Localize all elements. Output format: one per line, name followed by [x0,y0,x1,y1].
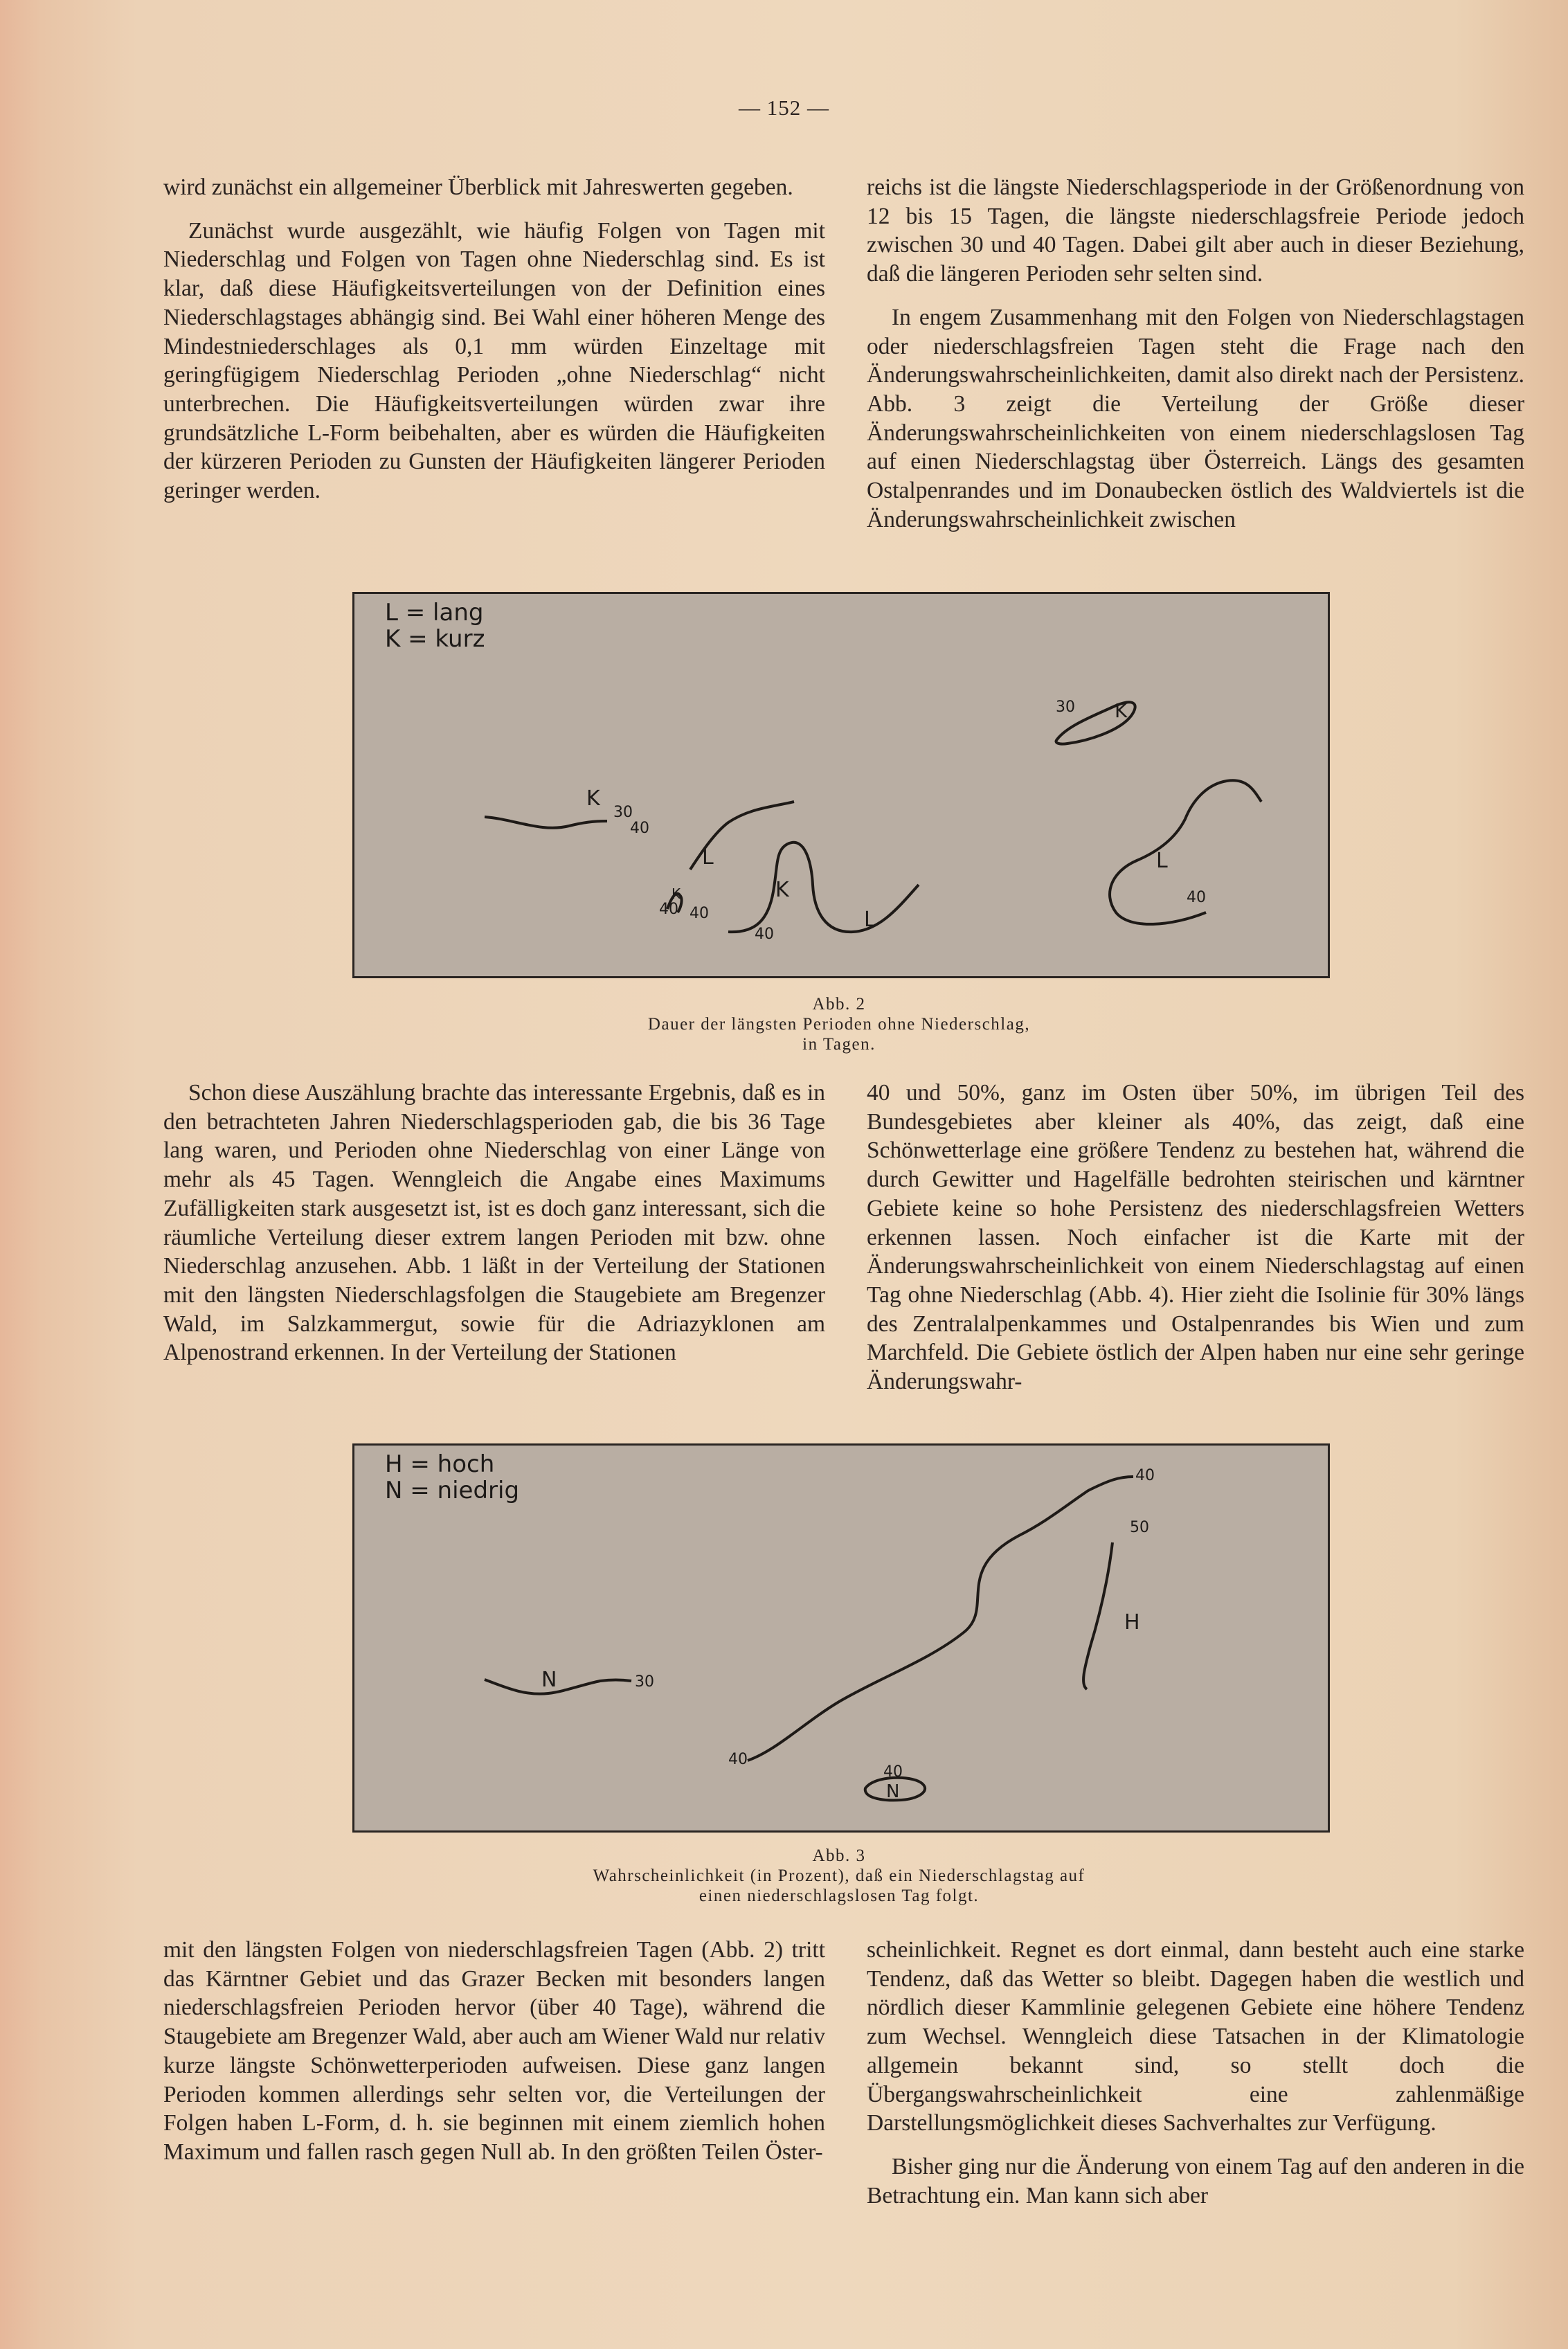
label-k-west: K [586,786,600,811]
label-l-south: L [864,908,876,932]
paragraph: Zunächst wurde ausgezählt, wie häufig Folgen von Tagen mit Niederschlag und Folgen von Tagen ohne Niederschlag sind. Es ist klar, daß diese Häufigkeitsverteilungen von der Definition eines Niederschlagstages abhängig sind. Bei Wahl einer höheren Menge des Mindestniederschlages als 0,1 mm würden Einzeltage mit geringfügigem Niederschlag Perioden „ohne Niederschlag“ nicht unterbrechen. Die Häufigkeitsverteilungen würden zwar ihre grundsätzliche L-Form beibehalten, aber es würden die Häufigkeiten der kürzeren Perioden zu Gunsten der Häufigkeiten längerer Perioden geringer werden. [163,217,825,504]
label-small-k: K [672,885,681,902]
page-number: — 152 — [739,96,829,120]
paragraph: scheinlichkeit. Regnet es dort einmal, dann besteht auch eine starke Tendenz, daß das Wetter so bleibt. Dagegen haben die westlich und nördlich dieser Kammlinie gelegenen Gebiete eine höhere Tendenz zum Wechsel. Wenngleich diese Tatsachen in der Klimatologie allgemein bekannt sind, so stellt doch die Übergangswahrscheinlichkeit eine zahlenmäßige Darstellungsmöglichkeit dieses Sachverhaltes zur Verfügung. [867,1937,1524,2136]
legend-entry: K = kurz [385,625,485,653]
label-k-ne: K [1115,699,1128,722]
label-30: 30 [635,1673,654,1691]
legend-entry: N = niedrig [385,1477,520,1504]
text-column-left-bottom [163,1936,825,2167]
text-column-right-bottom [867,1936,1524,2210]
figure-2-caption [352,994,1326,1054]
paragraph: Schon diese Auszählung brachte das interessante Ergebnis, daß es in den betrachteten Jahren Niederschlagsperioden gab, die bis 36 Tage lang waren, und Perioden ohne Niederschlag von einer Länge von mehr als 45 Tagen. Wenngleich die Angabe eines Maximums Zufälligkeiten stark ausgesetzt ist, ist es doch ganz interessant, sich die räumliche Verteilung dieser extrem langen Perioden mit bzw. ohne Niederschlag anzusehen. Abb. 1 läßt in der Verteilung der Stationen mit den längsten Niederschlagsfolgen die Staugebiete am Bregenzer Wald, im Salzkammergut, sowie für die Adriazyklonen am Alpenostrand erkennen. In der Verteilung der Stationen [163,1080,825,1366]
label-30: 30 [613,804,633,821]
label-40: 40 [883,1763,903,1781]
label-h-east: H [1124,1610,1140,1635]
figure-3-caption [352,1846,1326,1906]
legend-entry: H = hoch [385,1450,495,1478]
text-column-right-middle [867,1079,1524,1396]
label-n-oval: N [886,1781,900,1802]
paragraph: wird zunächst ein allgemeiner Überblick mit Jahreswerten gegeben. [163,174,793,200]
paragraph: reichs ist die längste Niederschlagsperiode in der Größenordnung von 12 bis 15 Tagen, die längste niederschlagsfreie Periode jedoch zwischen 30 und 40 Tagen. Dabei gilt aber auch in dieser Beziehung, daß die längeren Perioden sehr selten sind. [867,174,1524,287]
caption-line: Dauer der längsten Perioden ohne Niederschlag, [647,1015,1031,1034]
label-l-center: L [702,845,714,870]
label-40: 40 [755,926,774,943]
label-40: 40 [630,820,649,837]
figure-number: Abb. 2 [812,995,866,1014]
paragraph: 40 und 50%, ganz im Osten über 50%, im übrigen Teil des Bundesgebietes aber kleiner als 40%, das zeigt, daß eine Schönwetterlage eine größere Tendenz zu bestehen hat, während die durch Gewitter und Hagelfälle bedrohten steirischen und kärntner Gebiete keine so hohe Persistenz des niederschlagsfreien Wetters erkennen lassen. Noch einfacher ist die Karte mit der Änderungswahrscheinlichkeit von einem Niederschlagstag auf einen Tag ohne Niederschlag (Abb. 4). Hier zieht die Isolinie für 30% längs des Zentralalpenkammes und Ostalpenrandes bis Wien und zum Marchfeld. Die Gebiete östlich der Alpen haben nur eine sehr geringe Änderungswahr- [867,1080,1524,1395]
paragraph: mit den längsten Folgen von niederschlagsfreien Tagen (Abb. 2) tritt das Kärntner Gebiet und das Grazer Becken mit besonders langen niederschlagsfreien Perioden hervor (über 40 Tage), während die Staugebiete am Bregenzer Wald, aber auch am Wiener Wald nur relativ kurze längste Schönwetterperioden aufweisen. Diese ganz langen Perioden kommen allerdings sehr selten vor, die Verteilungen der Folgen haben L-Form, d. h. sie beginnen mit einem ziemlich hohen Maximum und fallen rasch gegen Null ab. In den größten Teilen Öster- [163,1937,825,2165]
label-l-east: L [1156,849,1168,873]
caption-line: in Tagen. [802,1035,876,1054]
text-column-left-middle [163,1079,825,1367]
text-column-right-top [867,173,1524,534]
figure-number: Abb. 3 [812,1846,866,1865]
label-50: 50 [1130,1519,1149,1536]
paragraph: In engem Zusammenhang mit den Folgen von Niederschlagstagen oder niederschlagsfreien Tagen steht die Frage nach den Änderungswahrscheinlichkeiten, damit also direkt nach der Persistenz. Abb. 3 zeigt die Verteilung der Größe dieser Änderungswahrscheinlichkeiten von einem niederschlagslosen Tag auf einen Niederschlagstag über Österreich. Längs des gesamten Ostalpenrandes und im Donaubecken östlich des Waldviertels ist die Änderungswahrscheinlichkeit zwischen [867,304,1524,532]
label-40: 40 [1187,889,1206,906]
figure-3-legend [385,1451,519,1504]
text-column-left-top [163,173,825,505]
figure-3-map [352,1443,1330,1833]
label-40: 40 [659,901,678,918]
paragraph: Bisher ging nur die Änderung von einem Tag auf den anderen in die Betrachtung ein. Man kann sich aber [867,2153,1524,2208]
label-40: 40 [728,1751,748,1768]
label-40: 40 [1135,1467,1155,1484]
label-n-west: N [541,1668,557,1692]
legend-entry: L = lang [385,599,484,627]
caption-line: Wahrscheinlichkeit (in Prozent), daß ein Niederschlagstag auf [593,1866,1085,1885]
label-k-center: K [775,878,789,902]
caption-line: einen niederschlagslosen Tag folgt. [699,1887,980,1905]
label-30: 30 [1056,699,1075,716]
figure-2-isoline-drawing [354,594,1328,976]
figure-2-legend [385,600,485,652]
label-40: 40 [690,905,709,922]
figure-2-map [352,592,1330,978]
